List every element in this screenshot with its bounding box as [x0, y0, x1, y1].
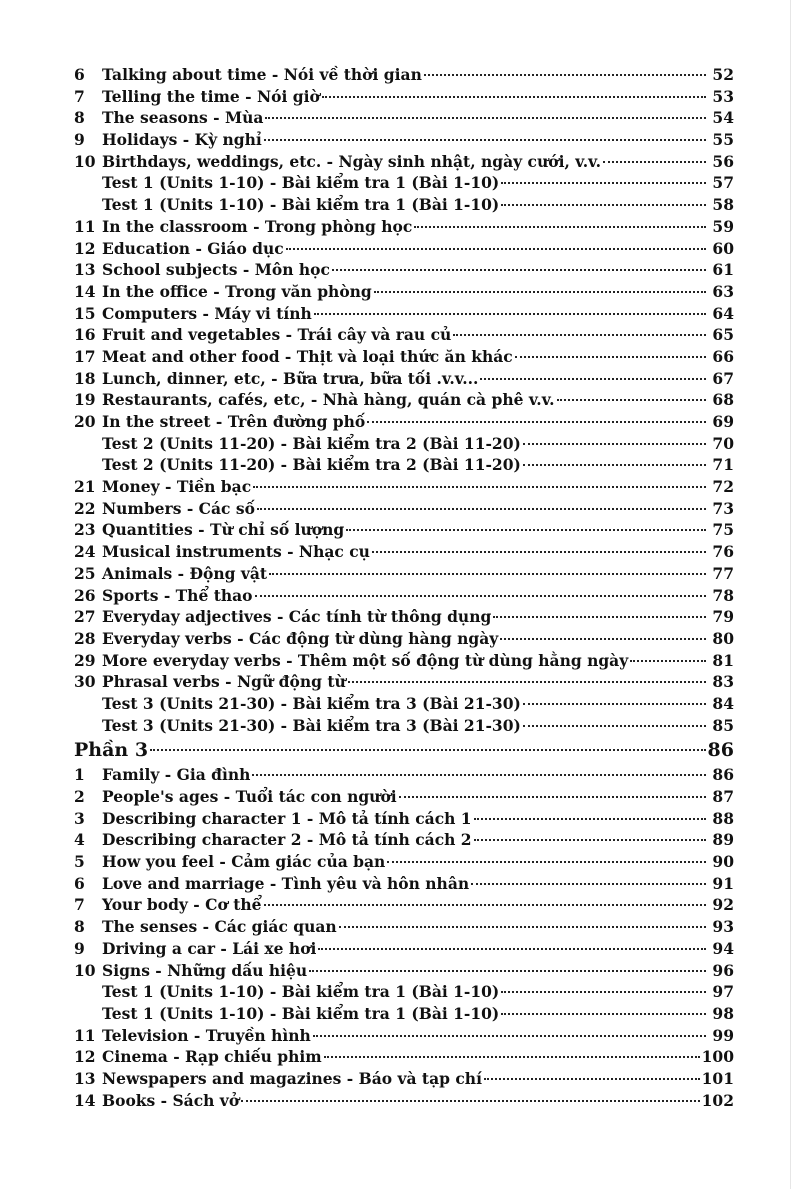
toc-entry-number: 13	[74, 260, 96, 280]
toc-entry	[74, 1090, 734, 1112]
toc-test-entry	[74, 433, 734, 455]
toc-page-number: 73	[712, 498, 734, 518]
toc-page-number: 54	[712, 108, 734, 128]
toc-entry-title: Love and marriage - Tình yêu và hôn nhân	[102, 873, 470, 893]
toc-entry-number: 8	[74, 108, 85, 128]
toc-entry-title: Education - Giáo dục	[102, 238, 284, 258]
toc-dot-leader	[264, 139, 706, 141]
toc-entry-title: Everyday adjectives - Các tính từ thông dụng	[102, 607, 492, 627]
toc-entry-number: 16	[74, 325, 96, 345]
toc-entry-title: Test 3 (Units 21-30) - Bài kiểm tra 3 (Bài 21-30)	[102, 693, 521, 713]
toc-dot-leader	[500, 638, 706, 640]
toc-page-number: 86	[712, 765, 734, 785]
toc-test-entry	[74, 715, 734, 737]
toc-entry	[74, 585, 734, 607]
toc-page-number: 100	[701, 1047, 734, 1067]
toc-entry-number: 11	[74, 216, 96, 236]
toc-entry-number: 12	[74, 1047, 96, 1067]
toc-entry-title: More everyday verbs - Thêm một số động từ dùng hằng ngày	[102, 650, 629, 670]
toc-entry-title: Test 1 (Units 1-10) - Bài kiểm tra 1 (Bài 1-10)	[102, 195, 500, 215]
toc-dot-leader	[523, 725, 706, 727]
toc-dot-leader	[286, 248, 706, 250]
page-edge-line	[790, 0, 791, 1189]
toc-page-number: 70	[712, 433, 734, 453]
toc-dot-leader	[257, 508, 706, 510]
toc-entry-title: Numbers - Các số	[102, 498, 255, 518]
toc-page-number: 65	[712, 325, 734, 345]
toc-entry-title: The seasons - Mùa	[102, 108, 264, 128]
toc-entry	[74, 851, 734, 873]
toc-entry	[74, 1068, 734, 1090]
toc-dot-leader	[255, 595, 706, 597]
toc-entry-title: Phrasal verbs - Ngữ động từ	[102, 672, 346, 692]
toc-entry-title: Driving a car - Lái xe hơi	[102, 938, 317, 958]
toc-page-number: 71	[712, 455, 734, 475]
toc-page-number: 79	[712, 607, 734, 627]
toc-entry-title: Books - Sách vở	[102, 1090, 240, 1110]
toc-entry	[74, 671, 734, 693]
toc-entry	[74, 498, 734, 520]
toc-dot-leader	[399, 796, 706, 798]
toc-entry-title: Talking about time - Nói về thời gian	[102, 65, 422, 84]
toc-entry-title: Family - Gia đình	[102, 765, 251, 785]
toc-entry	[74, 303, 734, 325]
toc-page-number: 90	[712, 852, 734, 872]
toc-entry-number: 21	[74, 477, 96, 497]
toc-entry-title: Musical instruments - Nhạc cụ	[102, 542, 370, 562]
toc-entry	[74, 916, 734, 938]
toc-dot-leader	[252, 774, 706, 776]
toc-entry	[74, 86, 734, 108]
toc-dot-leader	[314, 313, 706, 315]
toc-dot-leader	[523, 703, 706, 705]
toc-page-number: 84	[712, 693, 734, 713]
toc-entry-title: How you feel - Cảm giác của bạn	[102, 852, 386, 872]
toc-entry-title: Test 2 (Units 11-20) - Bài kiểm tra 2 (Bài 11-20)	[102, 433, 521, 453]
toc-dot-leader	[453, 334, 706, 336]
toc-dot-leader	[515, 356, 706, 358]
toc-page-number: 61	[712, 260, 734, 280]
toc-page-number: 92	[712, 895, 734, 915]
toc-dot-leader	[265, 117, 706, 119]
toc-entry-title: Quantities - Từ chỉ số lượng	[102, 520, 345, 540]
toc-entry	[74, 563, 734, 585]
toc-entry-number: 5	[74, 852, 85, 872]
toc-page-number: 83	[712, 672, 734, 692]
toc-page-number: 59	[712, 216, 734, 236]
toc-entry-title: People's ages - Tuổi tác con người	[102, 787, 397, 806]
toc-entry-number: 13	[74, 1068, 96, 1088]
toc-entry-number: 10	[74, 960, 96, 980]
toc-dot-leader	[387, 861, 706, 863]
toc-entry	[74, 894, 734, 916]
toc-entry	[74, 476, 734, 498]
toc-entry-number: 12	[74, 238, 96, 258]
table-of-contents	[74, 64, 734, 1111]
toc-entry-number: 1	[74, 765, 85, 785]
toc-entry-title: Test 1 (Units 1-10) - Bài kiểm tra 1 (Bài 1-10)	[102, 982, 500, 1002]
toc-entry-number: 30	[74, 672, 96, 692]
toc-entry-title: Newspapers and magazines - Báo và tạp chí	[102, 1068, 482, 1088]
toc-page-number: 86	[707, 739, 734, 762]
toc-page-number: 99	[712, 1025, 734, 1045]
toc-test-entry	[74, 981, 734, 1003]
toc-dot-leader	[339, 926, 706, 928]
toc-page-number: 98	[712, 1003, 734, 1023]
toc-page-number: 53	[712, 86, 734, 106]
toc-entry-number: 22	[74, 498, 96, 518]
toc-page-number: 66	[712, 346, 734, 366]
toc-page-number: 57	[712, 173, 734, 193]
toc-dot-leader	[414, 226, 706, 228]
toc-entry-title: Your body - Cơ thể	[102, 895, 262, 915]
toc-entry-number: 17	[74, 346, 96, 366]
toc-page-number: 52	[712, 65, 734, 84]
toc-page-number: 64	[712, 303, 734, 323]
toc-page-number: 101	[701, 1068, 734, 1088]
toc-entry	[74, 64, 734, 86]
toc-dot-leader	[603, 161, 706, 163]
toc-page-number: 76	[712, 542, 734, 562]
toc-page-number: 96	[712, 960, 734, 980]
toc-entry-number: 7	[74, 86, 85, 106]
toc-dot-leader	[484, 1078, 700, 1080]
toc-entry	[74, 129, 734, 151]
toc-page-number: 69	[712, 412, 734, 431]
toc-dot-leader	[324, 1056, 700, 1058]
toc-entry-title: Test 2 (Units 11-20) - Bài kiểm tra 2 (Bài 11-20)	[102, 455, 521, 475]
toc-entry	[74, 1025, 734, 1047]
toc-entry-number: 28	[74, 628, 96, 648]
toc-dot-leader	[150, 749, 705, 751]
toc-entry-number: 29	[74, 650, 96, 670]
toc-entry-number: 3	[74, 808, 85, 828]
toc-entry-title: Animals - Động vật	[102, 563, 268, 583]
toc-entry	[74, 281, 734, 303]
toc-entry-title: Computers - Máy vi tính	[102, 303, 312, 323]
toc-entry-title: School subjects - Môn học	[102, 260, 330, 280]
toc-entry-number: 24	[74, 542, 96, 562]
toc-entry	[74, 107, 734, 129]
toc-entry-number: 6	[74, 873, 85, 893]
toc-entry-title: Everyday verbs - Các động từ dùng hàng ngày	[102, 628, 499, 648]
toc-entry-title: Television - Truyền hình	[102, 1025, 311, 1045]
toc-entry-title: Sports - Thể thao	[102, 585, 253, 605]
toc-entry	[74, 216, 734, 238]
toc-dot-leader	[501, 991, 706, 993]
toc-test-entry	[74, 172, 734, 194]
toc-dot-leader	[424, 74, 706, 76]
toc-dot-leader	[501, 1013, 706, 1015]
toc-entry-title: Lunch, dinner, etc, - Bữa trưa, bữa tối .v.v...	[102, 368, 479, 388]
toc-page-number: 102	[701, 1090, 734, 1110]
toc-entry	[74, 938, 734, 960]
toc-entry-number: 18	[74, 368, 96, 388]
toc-entry	[74, 628, 734, 650]
toc-page-number: 88	[712, 808, 734, 828]
toc-entry-title: Signs - Những dấu hiệu	[102, 960, 308, 980]
toc-entry-number: 7	[74, 895, 85, 915]
toc-entry-number: 2	[74, 787, 85, 806]
toc-page-number: 63	[712, 281, 734, 301]
toc-entry-title: Test 1 (Units 1-10) - Bài kiểm tra 1 (Bài 1-10)	[102, 1003, 500, 1023]
toc-page-number: 85	[712, 715, 734, 735]
toc-entry-title: Telling the time - Nói giờ	[102, 86, 320, 106]
toc-test-entry	[74, 454, 734, 476]
toc-page-number: 55	[712, 130, 734, 150]
toc-entry-title: Describing character 2 - Mô tả tính cách 2	[102, 830, 472, 850]
toc-entry-title: Fruit and vegetables - Trái cây và rau củ	[102, 325, 452, 345]
toc-page-number: 56	[712, 151, 734, 171]
toc-entry-number: 6	[74, 65, 85, 84]
toc-entry-title: In the classroom - Trong phòng học	[102, 216, 413, 236]
toc-entry-title: Describing character 1 - Mô tả tính cách 1	[102, 808, 472, 828]
toc-page-number: 80	[712, 628, 734, 648]
toc-test-entry	[74, 693, 734, 715]
toc-dot-leader	[332, 269, 706, 271]
toc-dot-leader	[474, 839, 706, 841]
toc-dot-leader	[523, 443, 706, 445]
toc-page-number: 67	[712, 368, 734, 388]
toc-entry-number: 11	[74, 1025, 96, 1045]
toc-dot-leader	[309, 970, 706, 972]
toc-dot-leader	[557, 399, 706, 401]
toc-entry	[74, 764, 734, 786]
toc-entry	[74, 368, 734, 390]
toc-page-number: 72	[712, 477, 734, 497]
toc-entry-title: Test 3 (Units 21-30) - Bài kiểm tra 3 (Bài 21-30)	[102, 715, 521, 735]
toc-entry-number: 15	[74, 303, 96, 323]
toc-page-number: 93	[712, 917, 734, 937]
toc-entry-number: 26	[74, 585, 96, 605]
toc-dot-leader	[501, 204, 706, 206]
toc-entry-title: Meat and other food - Thịt và loại thức ăn khác	[102, 346, 513, 366]
toc-entry-number: 20	[74, 412, 96, 431]
toc-dot-leader	[471, 883, 706, 885]
toc-dot-leader	[253, 486, 706, 488]
toc-entry	[74, 519, 734, 541]
toc-entry-number: 8	[74, 917, 85, 937]
toc-page-number: 60	[712, 238, 734, 258]
toc-dot-leader	[501, 182, 706, 184]
toc-entry-number: 14	[74, 281, 96, 301]
toc-entry-title: Money - Tiền bạc	[102, 477, 252, 497]
toc-dot-leader	[348, 681, 706, 683]
toc-entry	[74, 960, 734, 982]
toc-dot-leader	[269, 573, 706, 575]
toc-page-number: 81	[712, 650, 734, 670]
toc-entry	[74, 324, 734, 346]
toc-test-entry	[74, 1003, 734, 1025]
toc-entry-title: The senses - Các giác quan	[102, 917, 337, 937]
toc-page-number: 77	[712, 563, 734, 583]
toc-entry	[74, 346, 734, 368]
toc-dot-leader	[367, 421, 706, 423]
toc-section-heading	[74, 736, 734, 764]
toc-entry	[74, 650, 734, 672]
toc-dot-leader	[372, 551, 706, 553]
toc-entry	[74, 238, 734, 260]
toc-entry	[74, 808, 734, 830]
toc-page-number: 68	[712, 390, 734, 410]
toc-entry	[74, 541, 734, 563]
toc-dot-leader	[630, 660, 706, 662]
toc-page-number: 87	[712, 787, 734, 806]
toc-entry	[74, 411, 734, 433]
toc-entry-title: Birthdays, weddings, etc. - Ngày sinh nhật, ngày cưới, v.v.	[102, 151, 601, 171]
toc-page-number: 75	[712, 520, 734, 540]
toc-entry	[74, 389, 734, 411]
toc-page-number: 94	[712, 938, 734, 958]
toc-entry-title: Restaurants, cafés, etc, - Nhà hàng, quán cà phê v.v.	[102, 390, 555, 410]
toc-entry-number: 27	[74, 607, 96, 627]
toc-page-number: 91	[712, 873, 734, 893]
toc-entry-title: Cinema - Rạp chiếu phim	[102, 1047, 322, 1067]
toc-entry-number: 4	[74, 830, 85, 850]
toc-entry	[74, 829, 734, 851]
toc-entry	[74, 151, 734, 173]
toc-entry-number: 25	[74, 563, 96, 583]
toc-page-number: 58	[712, 195, 734, 215]
toc-entry	[74, 786, 734, 808]
toc-dot-leader	[480, 378, 706, 380]
toc-dot-leader	[374, 291, 706, 293]
toc-entry-number: 9	[74, 938, 85, 958]
toc-entry	[74, 873, 734, 895]
toc-entry-number: 19	[74, 390, 96, 410]
toc-dot-leader	[474, 818, 706, 820]
toc-entry	[74, 1046, 734, 1068]
toc-page-number: 97	[712, 982, 734, 1002]
toc-entry-title: Test 1 (Units 1-10) - Bài kiểm tra 1 (Bài 1-10)	[102, 173, 500, 193]
toc-entry	[74, 606, 734, 628]
toc-test-entry	[74, 194, 734, 216]
toc-dot-leader	[346, 529, 706, 531]
toc-entry-title: Holidays - Kỳ nghỉ	[102, 130, 262, 150]
toc-dot-leader	[241, 1100, 699, 1102]
toc-dot-leader	[264, 904, 707, 906]
toc-entry-title: In the office - Trong văn phòng	[102, 281, 372, 301]
toc-entry-title: In the street - Trên đường phố	[102, 412, 366, 431]
toc-entry-title: Phần 3	[74, 739, 149, 762]
toc-entry-number: 10	[74, 151, 96, 171]
toc-entry-number: 9	[74, 130, 85, 150]
toc-dot-leader	[493, 616, 706, 618]
toc-page-number: 78	[712, 585, 734, 605]
toc-entry-number: 14	[74, 1090, 96, 1110]
toc-entry-number: 23	[74, 520, 96, 540]
toc-dot-leader	[318, 948, 706, 950]
toc-page-number: 89	[712, 830, 734, 850]
toc-dot-leader	[313, 1035, 706, 1037]
toc-entry	[74, 259, 734, 281]
toc-dot-leader	[523, 464, 706, 466]
toc-dot-leader	[322, 96, 706, 98]
